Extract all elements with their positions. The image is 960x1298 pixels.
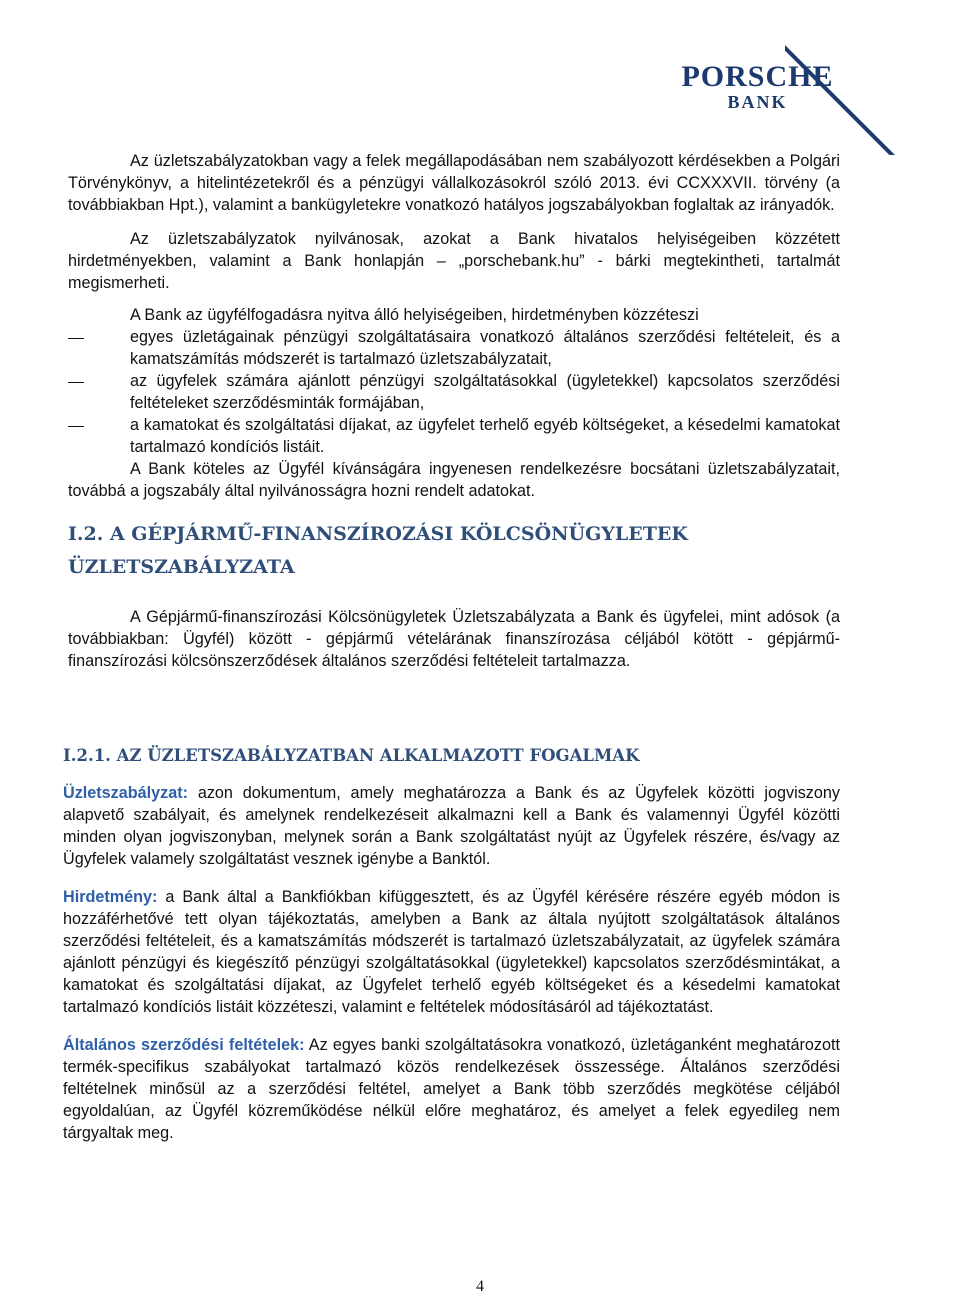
definition-term: Általános szerződési feltételek: [63, 1036, 305, 1054]
intro-paragraph-1: Az üzletszabályzatokban vagy a felek megállapodásában nem szabályozott kérdésekben a Polgári Törvénykönyv, a hitelintézetekről és a pénzügyi vállalkozásokról szóló 2013. évi CCXXXVII. törvény (a továbbiakban Hpt.), valamint a bankügyletekre vonatkozó hatályos jogszabályokban foglaltak az irányadók. [68, 152, 840, 214]
list-item: a kamatokat és szolgáltatási díjakat, az ügyfelet terhelő egyéb költségeket, a késedelmi kamatokat tartalmazó kondíciós listáit. [68, 414, 840, 458]
list-item: az ügyfelek számára ajánlott pénzügyi szolgáltatásokkal (ügyletekkel) kapcsolatos szerződési feltételeket szerződésminták formájában, [68, 370, 840, 414]
subsection-heading: I.2.1. AZ ÜZLETSZABÁLYZATBAN ALKALMAZOTT FOGALMAK [63, 746, 640, 765]
definition-text: a Bank által a Bankfiókban kifüggesztett, és az Ügyfél kérésére részére egyéb módon is hozzáférhetővé tett olyan tájékoztatás, amelyben a Bank az általa nyújtott szolgáltatások általános szerződési feltételeit, és a kamatszámítás módszerét is tartalmazó üzletszabályzatait, az ügyfelek számára ajánlott pénzügyi és kiegészítő pénzügyi szolgáltatásokkal (ügyletekkel) kapcsolatos szerződésmintákat, a kamatokat és szolgáltatási díjakat, az Ügyfelet terhelő egyéb költségeket és a késedelmi kamatokat tartalmazó kondíciós listáit közzéteszi, valamint e feltételek módosításáról ad tájékoztatást. [63, 888, 840, 1016]
definitions-section [63, 730, 840, 1144]
definition-hirdetmeny [63, 886, 840, 1018]
section-heading-line-1: I.2. A GÉPJÁRMŰ-FINANSZÍROZÁSI KÖLCSÖNÜGYLETEK [68, 523, 688, 545]
publication-list [68, 326, 840, 458]
definition-uzletszabalyzat [63, 782, 840, 870]
page-number: 4 [476, 1278, 484, 1295]
intro-paragraph-4: A Bank köteles az Ügyfél kívánságára ingyenesen rendelkezésre bocsátani üzletszabályzatait, továbbá a jogszabály által nyilvánosságra hozni rendelt adatokat. [68, 460, 840, 500]
section-heading [68, 518, 840, 584]
definition-term: Hirdetmény: [63, 888, 158, 906]
logo-name: PORSCHE [681, 60, 834, 93]
section-heading-line-2: ÜZLETSZABÁLYZATA [68, 556, 295, 578]
intro-paragraph-3: A Bank az ügyfélfogadásra nyitva álló helyiségeiben, hirdetményben közzéteszi [130, 306, 699, 324]
section-body: A Gépjármű-finanszírozási Kölcsönügyletek Üzletszabályzata a Bank és ügyfelei, mint adósok (a továbbiakban: Ügyfél) között - gépjármű vételárának finanszírozása céljából kötött - gépjármű-finanszírozási kölcsönszerződések általános szerződési feltételeit tartalmazza. [68, 608, 840, 670]
definition-altalanos-szerzodesi-feltetelek [63, 1034, 840, 1144]
definition-text: azon dokumentum, amely meghatározza a Bank és az Ügyfelek közötti jogviszony alapvető szabályait, és amelynek rendelkezéseit alkalmazni kell a Bank és valamennyi Ügyfél közötti minden olyan jogviszonyban, melynek során a Bank szolgáltatást nyújt az Ügyfelek részére, és/vagy az Ügyfelek valamely szolgáltatást vesznek igénybe a Banktól. [63, 784, 840, 868]
list-item: egyes üzletágainak pénzügyi szolgáltatásaira vonatkozó általános szerződési feltételeit, és a kamatszámítás módszerét is tartalmazó üzletszabályzatait, [68, 326, 840, 370]
definition-text: Az egyes banki szolgáltatásokra vonatkozó, üzletáganként meghatározott termék-specifikus szabályokat tartalmazó közös rendelkezések összessége. Általános szerződési feltételnek minősül az a szerződési feltétel, amelyet a Bank több szerződés megkötése céljából egyoldalúan, az Ügyfél közreműködése nélkül előre meghatároz, és amelyet a felek egyedileg nem tárgyaltak meg. [63, 1036, 840, 1142]
intro-section [68, 150, 840, 672]
porsche-bank-logo [655, 62, 860, 112]
intro-paragraph-2: Az üzletszabályzatok nyilvánosak, azokat a Bank hivatalos helyiségeiben közzétett hirdetményekben, valamint a Bank honlapján – „porschebank.hu” - bárki megtekintheti, tartalmát megismerheti. [68, 230, 840, 292]
logo-sub: BANK [727, 92, 788, 112]
definition-term: Üzletszabályzat: [63, 784, 189, 802]
